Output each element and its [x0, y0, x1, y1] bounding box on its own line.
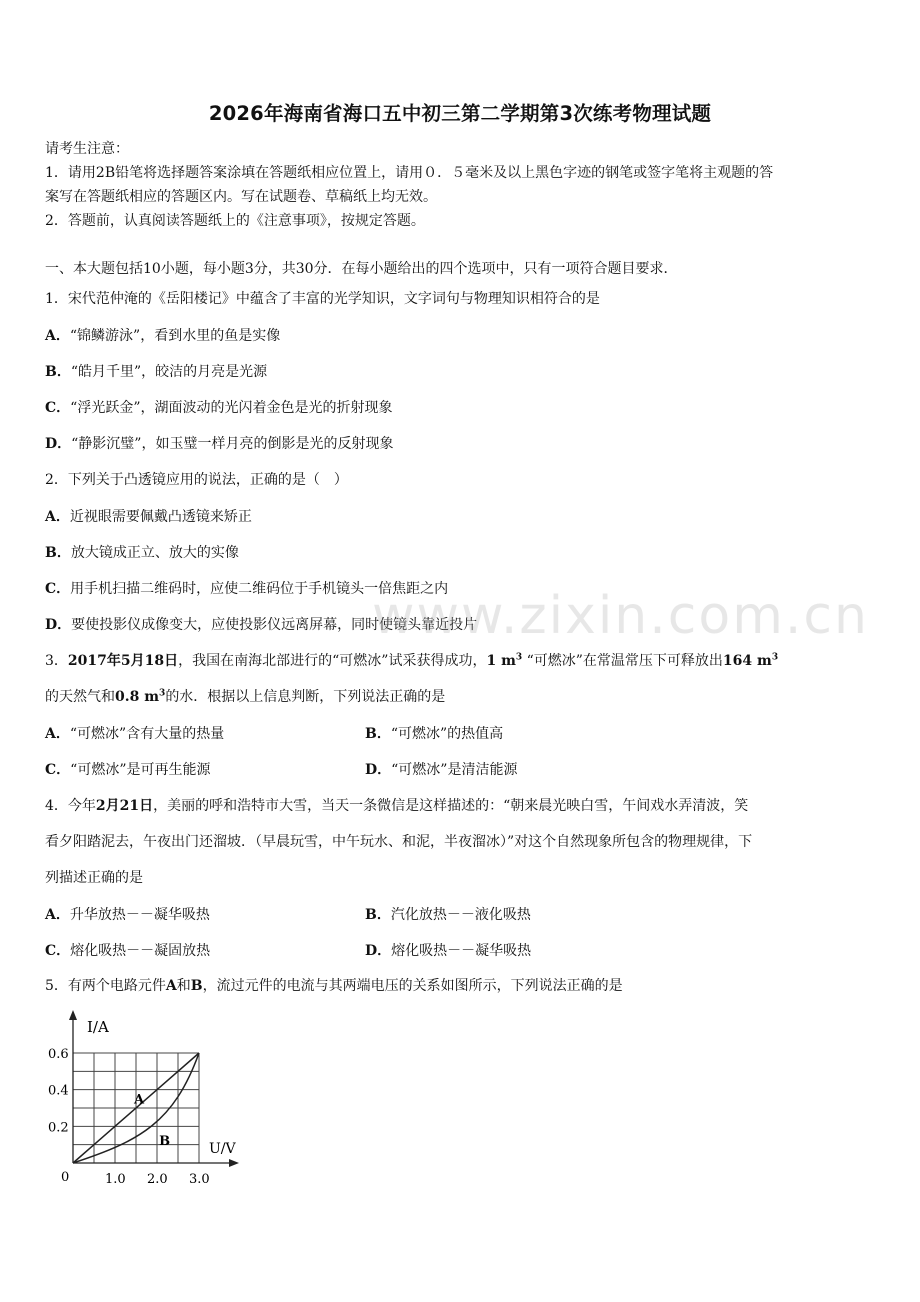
element-name: A [165, 978, 177, 994]
option-text: “可燃冰”是清洁能源 [391, 762, 518, 778]
unit-exponent: 3 [159, 688, 166, 699]
q3-option-a [45, 724, 224, 744]
option-label: C． [45, 943, 71, 959]
stem-text: ，美丽的呼和浩特市大雪，当天一条微信是这样描述的：“朝来晨光映白雪，午间戏水弄清波，笑 [153, 798, 749, 814]
x-tick-label: 3.0 [189, 1172, 210, 1187]
origin-label: 0 [61, 1170, 70, 1185]
q2-option-d [45, 615, 477, 635]
question-3-stem-line1 [45, 651, 778, 671]
option-label: C． [45, 762, 71, 778]
option-text: 近视眼需要佩戴凸透镜来矫正 [69, 509, 252, 525]
unit-exponent: 3 [515, 652, 523, 663]
option-text: “浮光跃金”，湖面波动的光闪着金色是光的折射现象 [70, 400, 393, 416]
q1-option-d [45, 434, 393, 454]
question-4-stem-line3: 列描述正确的是 [45, 870, 143, 886]
option-text: “可燃冰”的热值高 [390, 726, 504, 742]
y-axis-label: I/A [87, 1018, 109, 1036]
stem-text: 的水．根据以上信息判断，下列说法正确的是 [165, 689, 446, 705]
question-3-stem-line2 [45, 687, 445, 707]
volume-value: 0.8 m [115, 689, 160, 705]
x-tick-label: 2.0 [147, 1172, 168, 1187]
stem-text: 的天然气和 [45, 689, 115, 705]
q4-option-a [45, 905, 210, 925]
stem-text: ，我国在南海北部进行的“可燃冰”试采获得成功， [178, 653, 487, 669]
option-text: 熔化吸热－－凝固放热 [70, 943, 211, 959]
q2-option-b [45, 543, 239, 563]
stem-text: 5．有两个电路元件 [45, 978, 166, 994]
stem-text: 4．今年 [45, 798, 96, 814]
volume-value: 1 m [486, 653, 516, 669]
x-axis-arrow-icon [229, 1159, 239, 1167]
y-tick-label: 0.4 [48, 1083, 69, 1099]
date-text: 2017年5月18日 [67, 653, 179, 669]
option-label: D． [365, 943, 392, 959]
section-heading: 一、本大题包括10小题，每小题3分，共30分．在每小题给出的四个选项中，只有一项符合题目要求． [45, 261, 678, 277]
q3-option-b [365, 724, 503, 744]
q4-option-d [365, 941, 531, 961]
option-text: 用手机扫描二维码时，应使二维码位于手机镜头一倍焦距之内 [70, 581, 449, 597]
option-label: A． [45, 509, 70, 525]
option-label: C． [45, 581, 71, 597]
option-label: A． [45, 328, 70, 344]
q2-option-a [45, 507, 252, 527]
option-label: D． [45, 436, 72, 452]
y-axis-arrow-icon [69, 1010, 77, 1020]
option-label: B． [365, 907, 391, 923]
q1-option-c [45, 398, 392, 418]
stem-text: “可燃冰”在常温常压下可释放出 [522, 653, 723, 669]
unit-exponent: 3 [771, 652, 779, 663]
option-label: C． [45, 400, 71, 416]
x-axis-label: U/V [209, 1141, 236, 1157]
option-label: A． [45, 907, 70, 923]
x-tick-label: 1.0 [105, 1172, 126, 1187]
q4-option-b [365, 905, 531, 925]
question-4-stem-line1 [45, 796, 748, 816]
q2-option-c [45, 579, 448, 599]
question-number: 3． [45, 653, 68, 669]
q1-option-b [45, 362, 267, 382]
option-text: “可燃冰”含有大量的热量 [69, 726, 225, 742]
element-name: B [190, 978, 203, 994]
option-text: “皓月千里”，皎洁的月亮是光源 [70, 364, 268, 380]
option-text: “可燃冰”是可再生能源 [70, 762, 211, 778]
question-1-stem: 1．宋代范仲淹的《岳阳楼记》中蕴含了丰富的光学知识，文字词句与物理知识相符合的是 [45, 291, 600, 307]
option-label: D． [365, 762, 392, 778]
option-label: A． [45, 726, 70, 742]
option-text: 熔化吸热－－凝华吸热 [391, 943, 532, 959]
series-a-label: A [134, 1092, 145, 1108]
notice-item-2: 2．答题前，认真阅读答题纸上的《注意事项》，按规定答题。 [45, 213, 425, 229]
q4-option-c [45, 941, 210, 961]
option-label: D． [45, 617, 72, 633]
q1-option-a [45, 326, 280, 346]
y-tick-label: 0.2 [48, 1120, 69, 1136]
question-2-stem: 2．下列关于凸透镜应用的说法，正确的是（ ） [45, 472, 348, 488]
option-text: 升华放热－－凝华吸热 [69, 907, 210, 923]
y-tick-label: 0.6 [48, 1047, 69, 1062]
option-text: 汽化放热－－液化吸热 [390, 907, 531, 923]
q3-option-d [365, 760, 517, 780]
question-4-stem-line2: 看夕阳踏泥去，午夜出门还溜坡．（早晨玩雪，中午玩水、和泥，半夜溜冰）”对这个自然现象所包含的物理规律，下 [45, 834, 753, 850]
q3-option-c [45, 760, 210, 780]
option-text: “锦鳞游泳”，看到水里的鱼是实像 [69, 328, 281, 344]
option-label: B． [45, 545, 71, 561]
option-label: B． [365, 726, 391, 742]
notice-heading: 请考生注意： [45, 141, 129, 157]
option-text: “静影沉璧”，如玉璧一样月亮的倒影是光的反射现象 [71, 436, 394, 452]
option-label: B． [45, 364, 71, 380]
notice-item-1a: 1．请用2B铅笔将选择题答案涂填在答题纸相应位置上，请用０．５毫米及以上黑色字迹的钢笔或签字笔将主观题的答 [45, 165, 774, 181]
option-text: 放大镜成正立、放大的实像 [70, 545, 239, 561]
stem-text: 和 [176, 978, 191, 994]
series-b-label: B [159, 1134, 171, 1150]
date-text: 2月21日 [95, 798, 154, 814]
option-text: 要使投影仪成像变大，应使投影仪远离屏幕，同时使镜头靠近投片 [71, 617, 478, 633]
question-5-stem [45, 976, 623, 996]
watermark: www.zixin.com.cn [372, 586, 869, 646]
volume-value: 164 m [722, 653, 772, 669]
current-voltage-chart [40, 1008, 260, 1190]
stem-text: ，流过元件的电流与其两端电压的关系如图所示，下列说法正确的是 [202, 978, 623, 994]
notice-item-1b: 案写在答题纸相应的答题区内。写在试题卷、草稿纸上均无效。 [45, 189, 437, 205]
page-title: 2026年海南省海口五中初三第二学期第3次练考物理试题 [208, 102, 712, 125]
